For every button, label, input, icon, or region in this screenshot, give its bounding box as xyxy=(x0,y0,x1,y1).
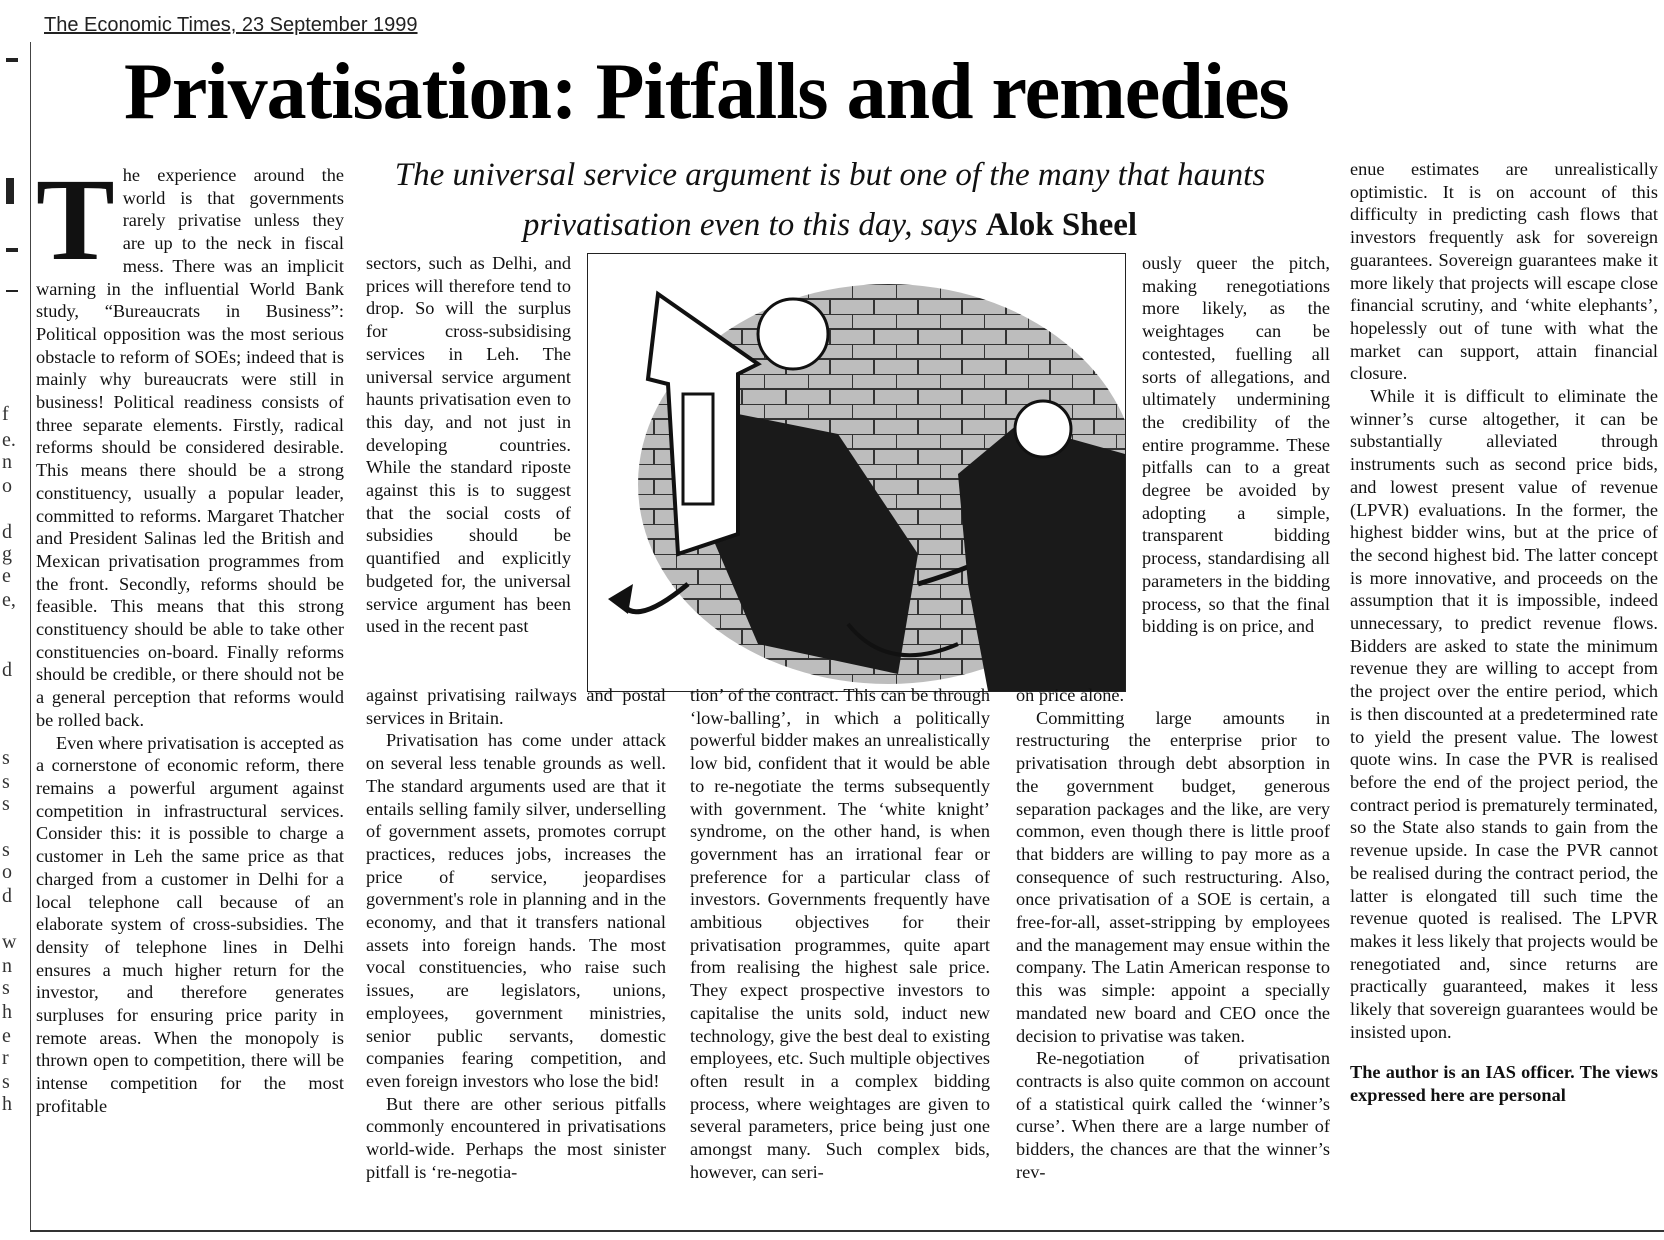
strip-letter: w xyxy=(2,931,17,953)
strip-letter: s xyxy=(2,771,10,793)
paragraph: Privatisation has come under attack on several less tenable grounds as well. The standard arguments used are that it entails selling family silver, underselling of government assets, promotes corrupt practices, reduces jobs, increases the price of service, jeopardises government's role in planning and in the economy, and that it transfers national assets into foreign hands. The most vocal constituencies, who raise such issues, are legislators, unions, employees, government ministries, senior public servants, domestic companies fearing competition, and even foreign investors who lose the bid! xyxy=(366,730,666,1091)
strip-letter: o xyxy=(2,475,12,497)
strip-mark xyxy=(6,290,18,292)
paragraph: tion’ of the contract. This can be through ‘low-balling’, in which a politically powerful bidder makes an unrealistically low bid, confident that it would be able to re-negotiate the terms subsequently with government. The ‘white knight’ syndrome, on the other hand, is when government has an irrational fear or preference for a particular class of investors. Governments frequently have ambitious objectives for their privatisation programmes, quite apart from realising the highest sale price. They expect prospective investors to capitalise the units sold, induct new technology, give the best deal to existing employees, etc. Such multiple objectives often result in a complex bidding process, where weightages are given to several parameters, price being just one amongst many. Such complex bids, however, can seri- xyxy=(690,685,990,1182)
paragraph: sectors, such as Delhi, and prices will therefore tend to drop. So will the surplus for cross-subsidising services in Leh. The universal service argument haunts privatisation even to this day, and not just in developing countries. While the standard riposte against this is to suggest that the social costs of subsidies should be quantified and explicitly budgeted for, the universal service argument has been used in the recent past xyxy=(366,253,571,637)
strip-mark xyxy=(6,178,14,204)
strip-letter: e, xyxy=(2,589,16,611)
cartoon-drawing xyxy=(588,254,1125,691)
strip-letter: g xyxy=(2,543,12,565)
dek-text: The universal service argument is but one of the many that haunts privatisation even to this day, says xyxy=(394,157,1266,243)
dek xyxy=(380,150,1280,250)
source-line: The Economic Times, 23 September 1999 xyxy=(44,14,418,36)
paragraph: on price alone. xyxy=(1016,685,1125,705)
strip-letter: d xyxy=(2,521,12,543)
strip-mark xyxy=(6,58,18,62)
strip-letter: n xyxy=(2,955,12,977)
paragraph: enue estimates are unrealistically optimistic. It is on account of this difficulty in predicting cash flows that investors frequently ask for sovereign guarantees. Sovereign guarantees make it more likely that projects will escape close financial scrutiny, and ‘white elephants’, hopelessly out of tune with what the market can support, attain financial closure. xyxy=(1350,159,1658,384)
author-note: The author is an IAS officer. The views expressed here are personal xyxy=(1350,1062,1658,1106)
paragraph: Committing large amounts in restructuring the enterprise prior to privatisation through debt absorption in the government budget, generous separation packages and the like, are very common, even though there is little proof that bidders are willing to pay more as a consequence of such restructuring. Also, once privatisation of a SOE is certain, a free-for-all, asset-stripping by employees and the management may ensue within the company. The Latin American response to this was simple: appoint a specially mandated new board and CEO once the decision to privatise was taken. xyxy=(1016,707,1330,1046)
paragraph: But there are other serious pitfalls commonly encountered in privatisations world-wide. Perhaps the most sinister pitfall is ‘re-negotia- xyxy=(366,1093,666,1182)
strip-letter: s xyxy=(2,747,10,769)
strip-letter: n xyxy=(2,451,12,473)
article-column-2-top xyxy=(366,252,571,638)
paragraph: against privatising railways and postal services in Britain. xyxy=(366,685,666,728)
strip-letter: s xyxy=(2,1071,10,1093)
paragraph: Even where privatisation is accepted as a cornerstone of economic reform, there remains a powerful argument against competition in infrastructural services. Consider this: it is possible to charge a customer in Leh the same price as that charged from a customer in Delhi for a local telephone call because of an elaborate system of cross-subsidies. The density of telephone lines in Delhi ensures a much higher return for the investor, and therefore generates surpluses for ensuring price parity in remote areas. When the monopoly is thrown open to competition, there will be intense competition for the most profitable xyxy=(36,732,344,1116)
article-column-2-bottom xyxy=(366,684,666,1183)
paragraph: While it is difficult to eliminate the winner’s curse altogether, it can be substantially alleviated through instruments such as second price bids, and lowest present value of revenue (LPVR) evaluations. In the former, the highest bidder wins, but at the price of the second highest bid. The latter concept is more innovative, and proceeds on the assumption that it is impossible, indeed unnecessary, to predict revenue flows. Bidders are asked to state the minimum revenue they are willing to accept from the project over the entire period, which is then discounted at a predetermined rate to yield the present value. The lowest quote wins. In case the PVR is realised before the end of the project period, the contract period is prematurely terminated, so the State also stands to gain from the revenue upside. In case the PVR cannot be realised during the contract period, the latter is elongated till such time the revenue quoted is realised. The LPVR makes it less likely that projects would be renegotiated and, since returns are practically guaranteed, makes it less likely that sovereign guarantees would be insisted upon. xyxy=(1350,386,1658,1042)
paragraph: Re-negotiation of privatisation contracts is also quite common on account of a statistical quirk called the ‘winner’s curse’. When there are a large number of bidders, the chances are that the winner’s rev- xyxy=(1016,1048,1330,1182)
strip-letter: h xyxy=(2,1093,12,1115)
drop-cap: T xyxy=(36,154,115,285)
article-column-3 xyxy=(690,684,990,1183)
byline: Alok Sheel xyxy=(985,207,1138,243)
cartoon-illustration xyxy=(587,253,1126,692)
strip-mark xyxy=(6,248,18,252)
strip-letter: f xyxy=(2,403,9,425)
strip-letter: r xyxy=(2,1047,9,1069)
strip-letter: e. xyxy=(2,429,16,451)
strip-letter: e xyxy=(2,565,11,587)
strip-letter: e xyxy=(2,1025,11,1047)
article-column-4-bottom xyxy=(1016,684,1330,1183)
article-column-4-top xyxy=(1142,252,1330,638)
strip-letter: d xyxy=(2,885,12,907)
article-column-1 xyxy=(36,154,344,1118)
strip-rule xyxy=(30,42,31,1232)
strip-letter: s xyxy=(2,839,10,861)
strip-letter: s xyxy=(2,793,10,815)
paragraph: he experience around the world is that governments rarely privatise unless they are up to the neck in fiscal mess. There was an implicit warning in the influential World Bank study, “Bureaucrats in Business”: Political opposition was the most serious obstacle to reform of SOEs; indeed that is mainly why bureaucrats were still in business! Political readiness consists of three separate elements. Firstly, radical reforms should be considered desirable. This means there should be a strong constituency, usually a popular leader, committed to reforms. Margaret Thatcher and President Salinas led the British and Mexican privatisation programmes from the front. Secondly, reforms should be feasible. This means that this strong constituency should be able to take other constituencies on-board. Finally reforms should be credible, or there should not be a general perception that reforms would be rolled back. xyxy=(36,165,344,730)
paragraph: ously queer the pitch, making renegotiations more likely, as the weightages can be contested, fuelling all sorts of allegations, and ultimately undermining the credibility of the entire programme. These pitfalls can to a great degree be avoided by adopting a simple, transparent bidding process, standardising all parameters in the bidding process, so that the final bidding is on price, and xyxy=(1142,253,1330,637)
headline: Privatisation: Pitfalls and remedies xyxy=(124,48,1289,136)
strip-letter: o xyxy=(2,861,12,883)
strip-letter: s xyxy=(2,977,10,999)
article-column-5 xyxy=(1350,158,1658,1107)
strip-letter: d xyxy=(2,659,12,681)
bottom-rule xyxy=(30,1230,1664,1232)
strip-letter: h xyxy=(2,1001,12,1023)
